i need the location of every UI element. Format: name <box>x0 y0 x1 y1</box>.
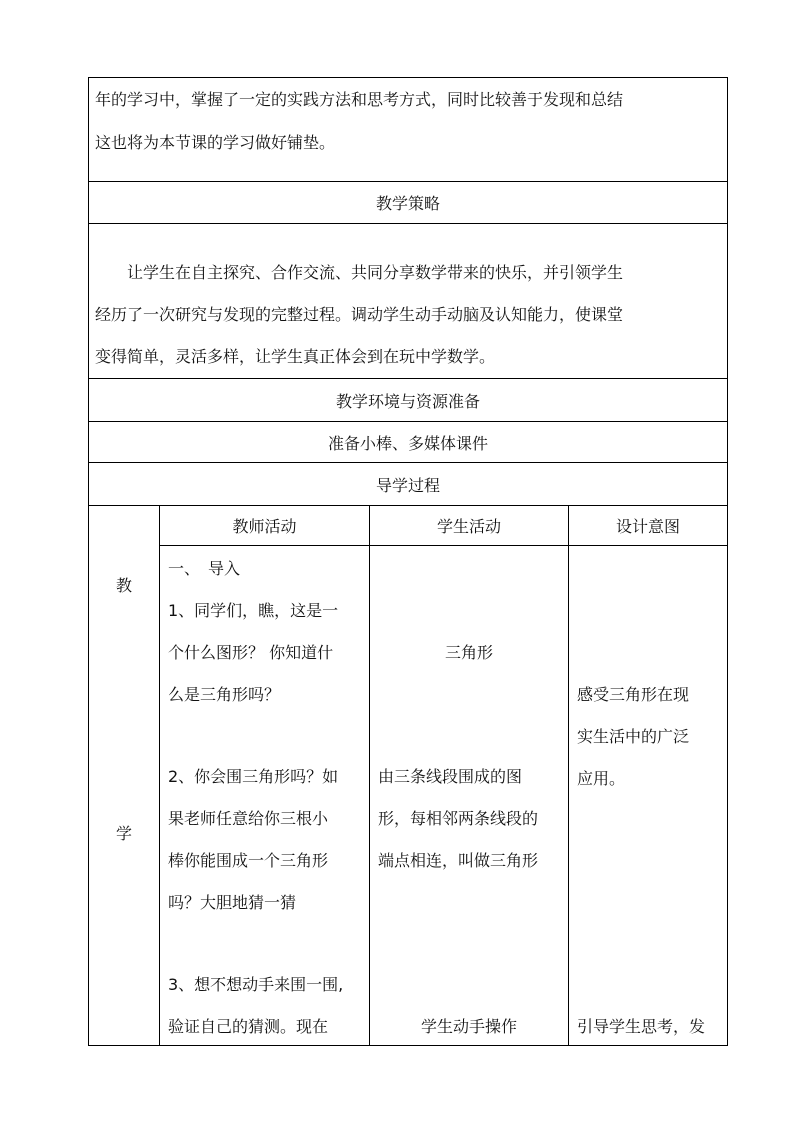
header-design-intent: 设计意图 <box>569 506 728 546</box>
teacher-line: 棒你能围成一个三角形 <box>168 851 329 870</box>
strategy-line-1: 让学生在自主探究、合作交流、共同分享数学带来的快乐，并引领学生 <box>127 263 624 282</box>
strategy-title-row <box>89 182 728 224</box>
process-header-row <box>89 506 728 546</box>
teacher-line: 个什么图形？ 你知道什 <box>168 643 334 662</box>
lesson-plan-table <box>88 77 728 1046</box>
side-label-char-1: 教 <box>115 576 132 595</box>
header-student-activity: 学生活动 <box>370 506 569 546</box>
strategy-line-3: 变得简单，灵活多样，让学生真正体会到在玩中学数学。 <box>95 347 496 366</box>
continued-text-line-1: 年的学习中，掌握了一定的实践方法和思考方式，同时比较善于发现和总结 <box>95 90 624 109</box>
header-teacher-activity: 教师活动 <box>160 506 370 546</box>
process-body-row <box>89 546 728 1046</box>
environment-title: 教学环境与资源准备 <box>89 379 728 422</box>
teacher-line: 吗？大胆地猜一猜 <box>168 893 297 912</box>
student-activity-cell <box>370 546 569 1046</box>
teacher-line: 2、你会围三角形吗？如 <box>168 767 339 786</box>
environment-title-row <box>89 379 728 422</box>
strategy-content-row <box>89 224 728 379</box>
student-line: 三角形 <box>444 643 493 662</box>
strategy-content-cell <box>89 224 728 379</box>
environment-content: 准备小棒、多媒体课件 <box>89 422 728 463</box>
teacher-line: 一、 导入 <box>168 559 241 578</box>
teacher-line: 么是三角形吗？ <box>168 685 281 704</box>
teacher-line: 1、同学们，瞧，这是一 <box>168 601 339 620</box>
intent-line: 实生活中的广泛 <box>577 727 690 746</box>
student-line: 端点相连，叫做三角形 <box>378 851 539 870</box>
continued-text-cell <box>89 78 728 182</box>
continued-text-row <box>89 78 728 182</box>
process-title-row <box>89 463 728 506</box>
teacher-activity-cell <box>160 546 370 1046</box>
side-label-cell <box>89 506 160 1046</box>
environment-content-row <box>89 422 728 463</box>
teacher-line: 验证自己的猜测。现在 <box>168 1017 329 1036</box>
teacher-line: 3、想不想动手来围一围, <box>168 975 344 994</box>
intent-line: 引导学生思考，发 <box>577 1017 706 1036</box>
continued-text-line-2: 这也将为本节课的学习做好铺垫。 <box>95 133 336 152</box>
student-line: 由三条线段围成的图 <box>378 767 523 786</box>
teacher-line: 果老师任意给你三根小 <box>168 809 329 828</box>
intent-line: 应用。 <box>577 769 626 788</box>
intent-line: 感受三角形在现 <box>577 685 690 704</box>
strategy-title: 教学策略 <box>89 182 728 224</box>
process-title: 导学过程 <box>89 463 728 506</box>
side-label-char-2: 学 <box>115 824 132 843</box>
student-line: 学生动手操作 <box>420 1017 517 1036</box>
strategy-line-2: 经历了一次研究与发现的完整过程。调动学生动手动脑及认知能力，使课堂 <box>95 305 624 324</box>
student-line: 形，每相邻两条线段的 <box>378 809 539 828</box>
design-intent-cell <box>569 546 728 1046</box>
